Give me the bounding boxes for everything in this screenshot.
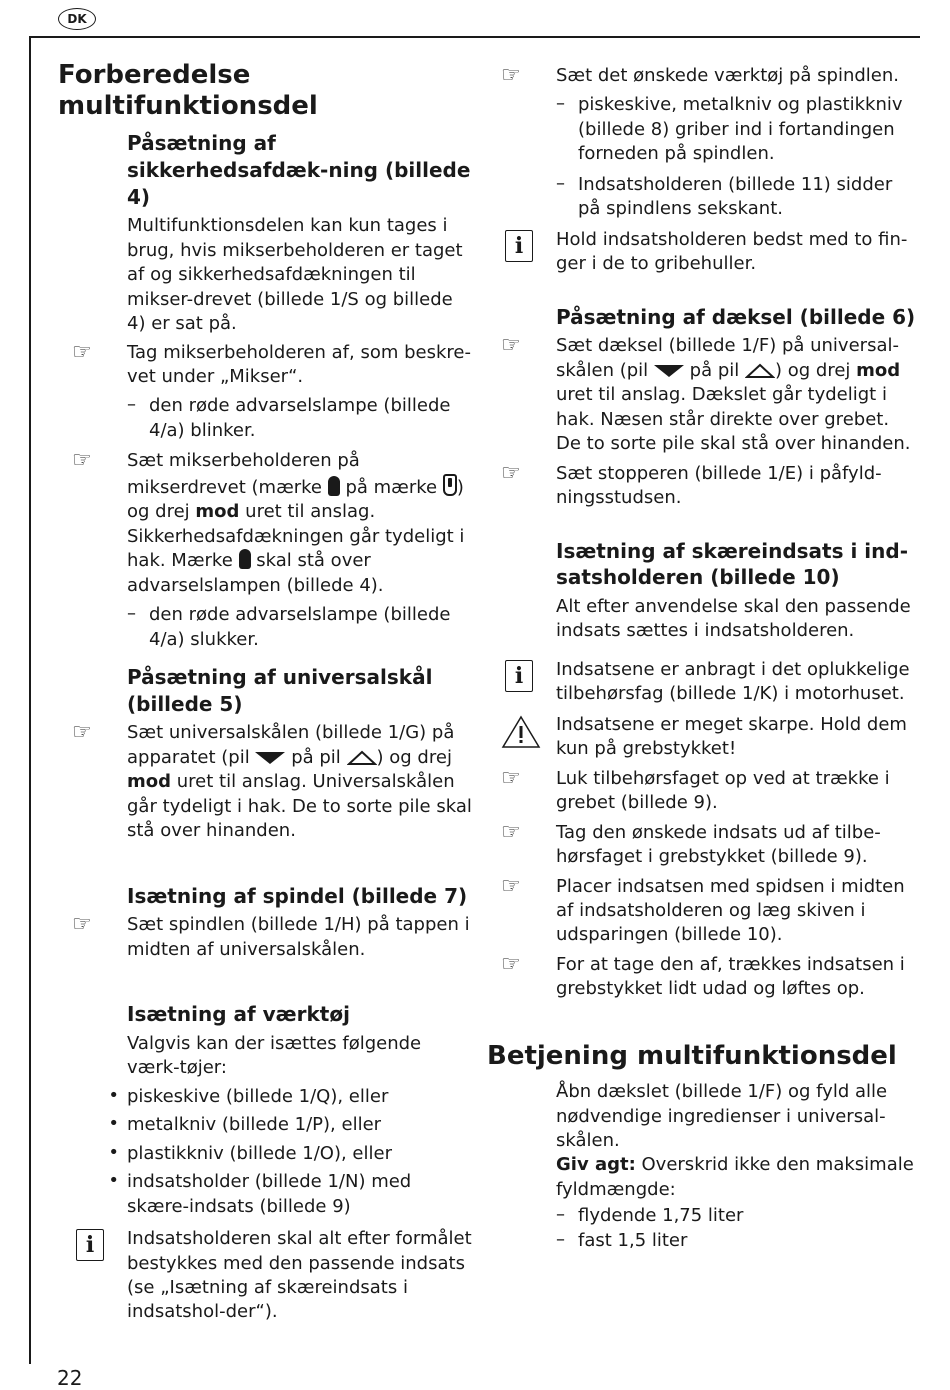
heading-tools: Isætning af værktøj xyxy=(127,1002,350,1027)
step-take-insert: Tag den ønskede indsats ud af tilbe-hørsfaget i grebstykket (billede 9). xyxy=(556,821,881,868)
warning-sharp-inserts: Indsatsene er meget skarpe. Hold dem kun på grebstykket! xyxy=(556,713,907,760)
step-fit-lid: Sæt dæksel (billede 1/F) på universal-skålen (pil på pil ) og drej mod uret til anslag. Dækslet går tydeligt i hak. Næsen står direkte over grebet. De to sorte pile skal stå over hinanden. xyxy=(556,335,911,455)
right-column xyxy=(487,64,917,1253)
warning-icon xyxy=(501,713,541,749)
pointing-hand-icon: ☞ xyxy=(72,720,92,746)
pointing-hand-icon: ☞ xyxy=(501,951,521,977)
info-icon: i xyxy=(505,660,533,692)
pointing-hand-icon: ☞ xyxy=(501,63,521,88)
pointing-hand-icon: ☞ xyxy=(501,873,521,899)
step-place-insert: Placer indsatsen med spidsen i midten af indsatsholderen og læg skiven i udsparingen (billede 10). xyxy=(556,875,905,946)
pointing-hand-icon: ☞ xyxy=(501,333,521,359)
dash-item: – den røde advarselslampe (billede 4/a) blinker. xyxy=(127,394,451,441)
pointing-hand-icon: ☞ xyxy=(72,912,92,938)
info-icon: i xyxy=(505,230,533,262)
pointing-hand-icon: ☞ xyxy=(72,448,92,474)
filled-arrow-icon xyxy=(654,364,684,378)
paragraph-tools-intro: Valgvis kan der isættes følgende værk-tøjer: xyxy=(127,1032,422,1079)
paragraph-operation: Åbn dækslet (billede 1/F) og fyld alle nødvendige ingredienser i universal-skålen. xyxy=(556,1081,888,1151)
dash-item: – Indsatsholderen (billede 11) sidder på spindlens sekskant. xyxy=(556,172,893,220)
paragraph-insert-intro: Alt efter anvendelse skal den passende indsats sættes i indsatsholderen. xyxy=(556,595,911,642)
paragraph-caution: Giv agt: Overskrid ikke den maksimale fyldmængde: xyxy=(556,1154,914,1200)
filled-arrow-icon xyxy=(255,751,285,765)
outline-arrow-icon xyxy=(745,363,775,379)
step-fit-stopper: Sæt stopperen (billede 1/E) i påfyld-ningsstudsen. xyxy=(556,462,882,509)
section-title-operation: Betjening multifunktionsdel xyxy=(487,1040,897,1071)
paragraph-safety-intro: Multifunktionsdelen kan kun tages i brug, hvis mikserbeholderen er taget af og sikkerhedsafdækningen til mikser-drevet (billede 1/S og billede 4) er sat på. xyxy=(127,215,463,335)
note-finger-holes: Hold indsatsholderen bedst med to fin-ger i de to gribehuller. xyxy=(556,228,908,275)
list-item: • metalkniv (billede 1/P), eller xyxy=(108,1113,382,1136)
step-place-jug: Sæt mikserbeholderen på mikserdrevet (mærke på mærke ) og drej mod uret til anslag. Sikkerhedsafdækningen går tydeligt i hak. Mærke skal stå over advarselslampen (billede 4). xyxy=(127,450,465,596)
outline-arrow-icon xyxy=(347,750,377,766)
heading-spindle: Isætning af spindel (billede 7) xyxy=(127,883,468,908)
header-rule xyxy=(30,36,920,38)
step-fit-spindle: Sæt spindlen (billede 1/H) på tappen i midten af universalskålen. xyxy=(127,914,470,960)
section-title-preparation: Forberedelse multifunktionsdel xyxy=(58,60,318,122)
outline-mark-icon xyxy=(443,474,457,496)
pointing-hand-icon: ☞ xyxy=(72,339,92,365)
dash-item: – flydende 1,75 liter xyxy=(556,1204,744,1227)
heading-lid: Påsætning af dæksel (billede 6) xyxy=(556,304,916,329)
step-fit-tool: Sæt det ønskede værktøj på spindlen. xyxy=(556,65,900,86)
dash-item: – den røde advarselslampe (billede 4/a) slukker. xyxy=(127,603,451,650)
note-accessory-compartment: Indsatsene er anbragt i det oplukkelige tilbehørsfag (billede 1/K) i motorhuset. xyxy=(556,658,910,705)
pointing-hand-icon: ☞ xyxy=(501,460,521,486)
page-number: 22 xyxy=(57,1366,83,1390)
pointing-hand-icon: ☞ xyxy=(501,819,521,845)
step-fit-bowl: Sæt universalskålen (billede 1/G) på apparatet (pil på pil ) og drej mod uret til anslag. Universalskålen går tydeligt i hak. De to sorte pile skal stå over hinanden. xyxy=(127,722,472,842)
step-open-compartment: Luk tilbehørsfaget op ved at trække i grebet (billede 9). xyxy=(556,767,890,814)
pointing-hand-icon: ☞ xyxy=(501,765,521,791)
dash-item: – piskeskive, metalkniv og plastikkniv (billede 8) griber ind i fortandingen forneden på spindlen. xyxy=(556,93,903,165)
heading-universal-bowl: Påsætning af universalskål (billede 5) xyxy=(127,665,433,716)
list-item: • piskeskive (billede 1/Q), eller xyxy=(108,1084,389,1107)
list-item: • indsatsholder (billede 1/N) med skære-indsats (billede 9) xyxy=(108,1170,412,1217)
note-insert-holder: Indsatsholderen skal alt efter formålet bestykkes med den passende indsats (se „Isætning af skæreindsats i indsatshol-der“). xyxy=(127,1228,472,1323)
heading-cutting-insert: Isætning af skæreindsats i ind-satsholderen (billede 10) xyxy=(556,538,908,590)
step-remove-jug: Tag mikserbeholderen af, som beskre-vet under „Mikser“. xyxy=(127,341,471,387)
language-badge: DK xyxy=(58,8,96,30)
heading-safety-cover: Påsætning af sikkerhedsafdæk-ning (billede 4) xyxy=(127,131,471,209)
filled-mark-icon xyxy=(328,476,340,496)
info-icon: i xyxy=(76,1229,104,1261)
left-column xyxy=(0,60,475,1330)
list-item: • plastikkniv (billede 1/O), eller xyxy=(108,1141,392,1164)
step-remove-insert: For at tage den af, trækkes indsatsen i grebstykket lidt udad og løftes op. xyxy=(556,953,905,1000)
filled-mark-icon xyxy=(239,549,251,569)
dash-item: – fast 1,5 liter xyxy=(556,1228,688,1251)
